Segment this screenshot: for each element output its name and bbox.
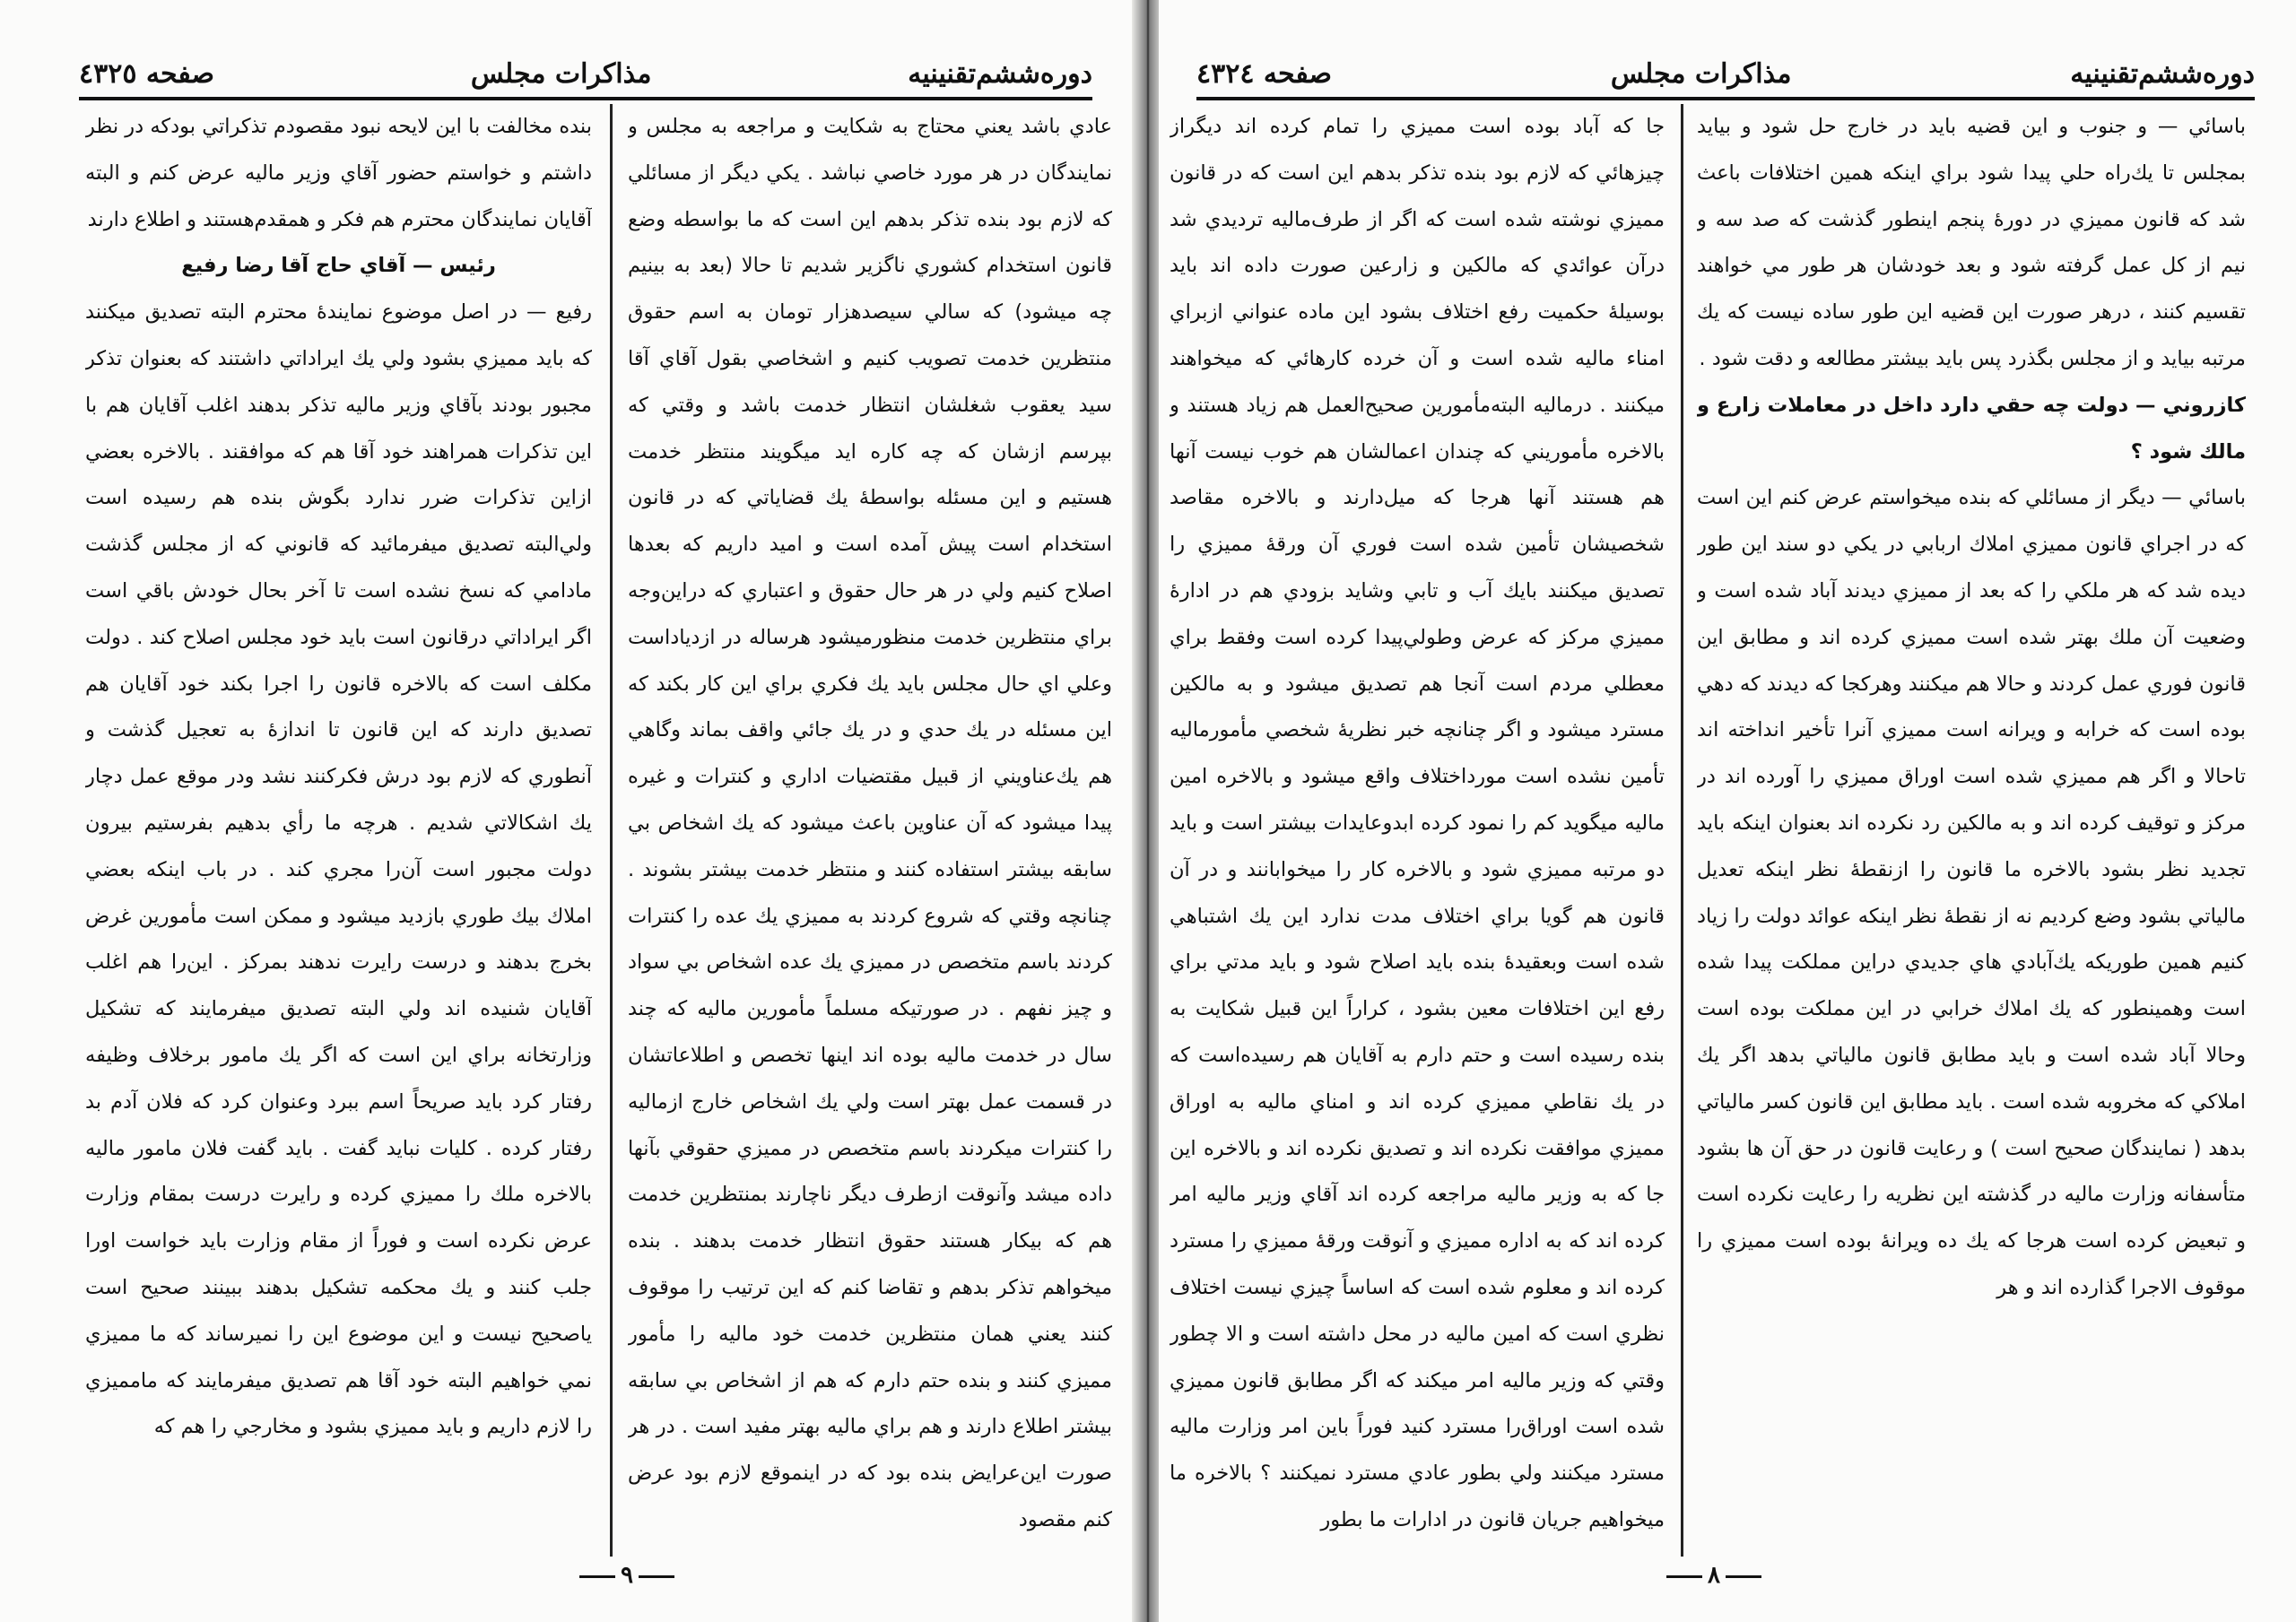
page-label: صفحه ٤٣٢٤ bbox=[1196, 57, 1332, 90]
header-rule bbox=[1196, 97, 2255, 100]
text-column-left bbox=[85, 104, 592, 1548]
page-number: ٩ bbox=[574, 1562, 680, 1589]
header-rule bbox=[79, 97, 1092, 100]
session-label: دوره‌ششم‌تقنینیه bbox=[908, 57, 1092, 90]
column-divider bbox=[1681, 104, 1683, 1557]
journal-title: مذاکرات مجلس bbox=[470, 57, 652, 90]
right-page bbox=[1159, 0, 2296, 1622]
paragraph: باسائي — ديگر از مسائلي كه بنده ميخواستم عرض كنم اين است كه در اجراي قانون مميزي املاك اربابي در يكي دو سند اين طور ديده شد كه هر ملكي را كه بعد از مميزي ديدند آباد شده است و وضعيت آن ملك بهتر شده است مميزي كرده اند و مطابق اين قانون فوري عمل كردند و حالا هم ميكنند وهركجا كه ديدند كه دهي بوده است كه خرابه و ويرانه است مميزي آنرا تأخير انداخته اند تاحالا و اگر هم مميزي شده است اوراق مميزي را آورده اند در مركز و توقيف كرده اند و به مالكين رد نكرده اند بعنوان اينكه بايد تجديد نظر بشود بالاخره ما قانون را ازنقطهٔ نظر اينكه تعديل مالياتي بشود وضع كرديم نه از نقطهٔ نظر اينكه عوائد دولت را زياد كنيم همين طوريكه يك‌آبادي هاي جديدي دراين مملكت پيدا شده است وهمينطور كه يك املاك خرابي در اين مملكت بوده است وحالا آباد شده است و بايد مطابق قانون مالياتي بدهد اگر يك املاكي كه مخروبه شده است . بايد مطابق اين قانون كسر مالياتي بدهد ( نمايندگان صحيح است ) و رعايت قانون در حق آن ها بشود متأسفانه وزارت ماليه در گذشته اين نظريه را رعايت نكرده است و تبعيض كرده است هرجا كه يك ده ويرانهٔ بوده است مميزي را موقوف الاجرا گذارده اند و هر bbox=[1697, 486, 2246, 1299]
session-label: دوره‌ششم‌تقنینیه bbox=[2070, 57, 2255, 90]
paragraph: بنده مخالفت با اين لايحه نبود مقصودم تذكراتي بودكه در نظر داشتم و خواستم حضور آقاي وزير ماليه عرض كنم و البته آقايان نمايندگان محترم هم فكر و همقدم‌هستند و اطلاع دارند bbox=[85, 115, 592, 231]
paragraph: عادي باشد يعني محتاج به شكايت و مراجعه به مجلس و نمايندگان در هر مورد خاصي نباشد . يكي ديگر از مسائلي كه لازم بود بنده تذكر بدهم اين است كه ما بواسطه وضع قانون استخدام كشوري ناگزير شديم تا حالا (بعد به بينيم چه ميشود) كه سالي سيصدهزار تومان به اسم حقوق منتظرين خدمت تصويب كنيم و اشخاصي بقول آقاي آقا سيد يعقوب شغلشان انتظار خدمت باشد و وقتي كه بپرسم ازشان كه چه كاره ايد ميگويند منتظر خدمت هستيم و اين مسئله بواسطهٔ يك قضاياتي كه در قانون استخدام است پيش آمده است و اميد داريم كه بعدها اصلاح كنيم ولي در هر حال حقوق و اعتباري كه دراين‌وجه براي منتظرين خدمت منظورميشود هرساله در ازدياداست وعلي اي حال مجلس بايد يك فكري براي اين كار بكند كه اين مسئله در يك حدي و در يك جائي واقف بماند وگاهي هم يك‌عناويني از قبيل مقتضيات اداري و كنترات و غيره پيدا ميشود كه آن عناوين باعث ميشود كه يك اشخاص بي سابقه بيشتر استفاده كنند و منتظر خدمت بيشتر بشوند . چنانچه وقتي كه شروع كردند به مميزي يك عده را كنترات كردند باسم متخصص در مميزي يك عده اشخاص بي سواد و چيز نفهم . در صورتيكه مسلماً مأمورين ماليه كه چند سال در خدمت ماليه بوده اند اينها تخصص و اطلاعاتشان در قسمت عمل بهتر است ولي يك اشخاص خارج ازماليه را كنترات ميكردند باسم متخصص در مميزي حقوقي بآنها داده ميشد وآنوقت ازطرف ديگر ناچارند بمنتظرين خدمت هم كه بيكار هستند حقوق انتظار خدمت بدهند . بنده ميخواهم تذكر بدهم و تقاضا كنم كه اين ترتيب را موقوف كنند يعني همان منتظرين خدمت خود ماليه را مأمور مميزي كنند و بنده حتم دارم كه هم از اشخاص بي سابقه بيشتر اطلاع دارند و هم براي ماليه بهتر مفيد است . در هر صورت اين‌عرايض بنده بود كه در اينموقع لازم بود عرض كنم مقصود bbox=[628, 115, 1112, 1531]
page-number: ٨ bbox=[1661, 1562, 1767, 1589]
text-column-right bbox=[628, 104, 1112, 1548]
page-label: صفحه ٤٣٢٥ bbox=[79, 57, 214, 90]
right-page-header bbox=[1196, 50, 2255, 97]
paragraph: جا كه آباد بوده است مميزي را تمام كرده اند ديگراز چيزهائي كه لازم بود بنده تذكر بدهم اين است كه در قانون مميزي نوشته شده است كه اگر از طرف‌ماليه ترديدي شد درآن عوائدي كه مالكين و زارعين صورت داده اند بايد بوسيلهٔ حكميت رفع اختلاف بشود اين ماده عنواني ازبراي امناء ماليه شده است و آن خرده كارهائي كه ميخواهند ميكنند . درماليه البته‌مأمورين صحيح‌العمل هم زياد هستند و بالاخره مأموريني كه چندان اعمالشان هم خوب نيست آنها هم هستند آنها هرجا كه ميل‌دارند و بالاخره مقاصد شخصيشان تأمين شده است فوري آن ورقهٔ مميزي را تصديق ميكنند بايك آب و تابي وشايد بزودي هم در ادارهٔ مميزي مركز كه عرض وطولي‌پيدا كرده است وفقط براي معطلي مردم است آنجا هم تصديق ميشود و به مالكين مسترد ميشود و اگر چنانچه خبر نظريهٔ شخصي مأمورماليه تأمين نشده است مورداختلاف واقع ميشود و بالاخره امين ماليه ميگويد كم را نمود كرده ابدوعايدات بيشتر است و بايد دو مرتبه مميزي شود و بالاخره كار را ميخوابانند و در آن قانون هم گويا براي اختلاف مدت ندارد اين يك اشتباهي شده است وبعقيدهٔ بنده بايد اصلاح شود و بايد مدتي براي رفع اين اختلافات معين بشود ، كراراً اين قبيل شكايت به بنده رسيده است و حتم دارم به آقايان هم رسيده‌است كه در يك نقاطي مميزي كرده اند و امناي ماليه به اوراق مميزي موافقت نكرده اند و تصديق نكرده اند و بالاخره اين جا كه به وزير ماليه مراجعه كرده اند آقاي وزير ماليه امر كرده اند كه به اداره مميزي و آنوقت ورقهٔ مميزي را مسترد كرده اند و معلوم شده است كه اساساً چيزي نيست اختلاف نظري است كه امين ماليه در محل داشته است و الا چطور وقتي كه وزير ماليه امر ميكند كه اگر مطابق قانون مميزي شده است اوراق‌را مسترد كنيد فوراً باين امر وزارت ماليه مسترد ميكنند ولي بطور عادي مسترد نميكنند ؟ بالاخره ما ميخواهيم جريان قانون در ادارات ما بطور bbox=[1170, 115, 1665, 1531]
left-page-header bbox=[79, 50, 1092, 97]
journal-title: مذاکرات مجلس bbox=[1610, 57, 1792, 90]
text-column-left bbox=[1170, 104, 1665, 1548]
paragraph: باسائي — و جنوب و اين قضيه بايد در خارج حل شود و بيايد بمجلس تا يك‌راه حلي پيدا شود براي اينكه همين اختلافات باعث شد كه قانون مميزي در دورهٔ پنجم اينطور گذشت كه صد سه و نيم از كل عمل گرفته شود و بعد خودشان هر طور مي خواهند تقسيم كنند ، درهر صورت اين قضيه اين طور ساده نيست كه يك مرتبه بيايد و از مجلس بگذرد پس بايد بيشتر مطالعه و دقت شود . bbox=[1697, 115, 2246, 370]
speaker-line: كازروني — دولت چه حقي دارد داخل در معاملات زارع و مالك شود ؟ bbox=[1697, 393, 2246, 464]
speaker-line: رئيس — آقاي حاج آقا رضا رفيع bbox=[181, 254, 496, 278]
text-column-right bbox=[1697, 104, 2246, 1548]
left-page bbox=[0, 0, 1137, 1622]
paragraph: رفيع — در اصل موضوع نمايندهٔ محترم البته تصديق ميكنند كه بايد مميزي بشود ولي يك ايراداتي داشتند كه بعنوان تذكر مجبور بودند بآقاي وزير ماليه تذكر بدهند اغلب آقايان هم با اين تذكرات همراهند خود آقا هم كه موافقند . بالاخره بعضي ازاين تذكرات ضرر ندارد بگوش بنده هم رسيده است ولي‌البته تصديق ميفرمائيد كه قانوني كه از مجلس گذشت مادامي كه نسخ نشده است تا آخر بحال خودش باقي است اگر ايراداتي درقانون است بايد خود مجلس اصلاح كند . دولت مكلف است كه بالاخره قانون را اجرا بكند خود آقايان هم تصديق دارند كه اين قانون تا اندازهٔ به تعجيل گذشت و آنطوري كه لازم بود درش فكركنند نشد ودر موقع عمل دچار يك اشكالاتي شديم . هرچه ما رأي بدهيم بفرستيم بيرون دولت مجبور است آن‌را مجري كند . در باب اينكه بعضي املاك بيك طوري بازديد ميشود و ممكن است مأمورين غرض بخرج بدهند و درست رايرت ندهند بمركز . اين‌را هم اغلب آقايان شنيده اند ولي البته تصديق ميفرمايند كه تشكيل وزارتخانه براي اين است كه اگر يك مامور برخلاف وظيفه رفتار كرد بايد صريحاً اسم ببرد وعنوان كرد كه فلان آدم بد رفتار كرده . كليات نبايد گفت . بايد گفت فلان مامور ماليه بالاخره ملك را مميزي كرده و رايرت درست بمقام وزارت عرض نكرده است و فوراً از مقام وزارت بايد خواست اورا جلب كنند و يك محكمه تشكيل بدهند ببينند صحيح است ياصحيح نيست و اين موضوع اين را نميرساند كه ما مميزي نمي خواهيم البته خود آقا هم تصديق ميفرمايند كه ماممیزي را لازم داريم و بايد مميزي بشود و مخارجي را هم كه bbox=[85, 300, 592, 1439]
column-divider bbox=[610, 104, 613, 1557]
